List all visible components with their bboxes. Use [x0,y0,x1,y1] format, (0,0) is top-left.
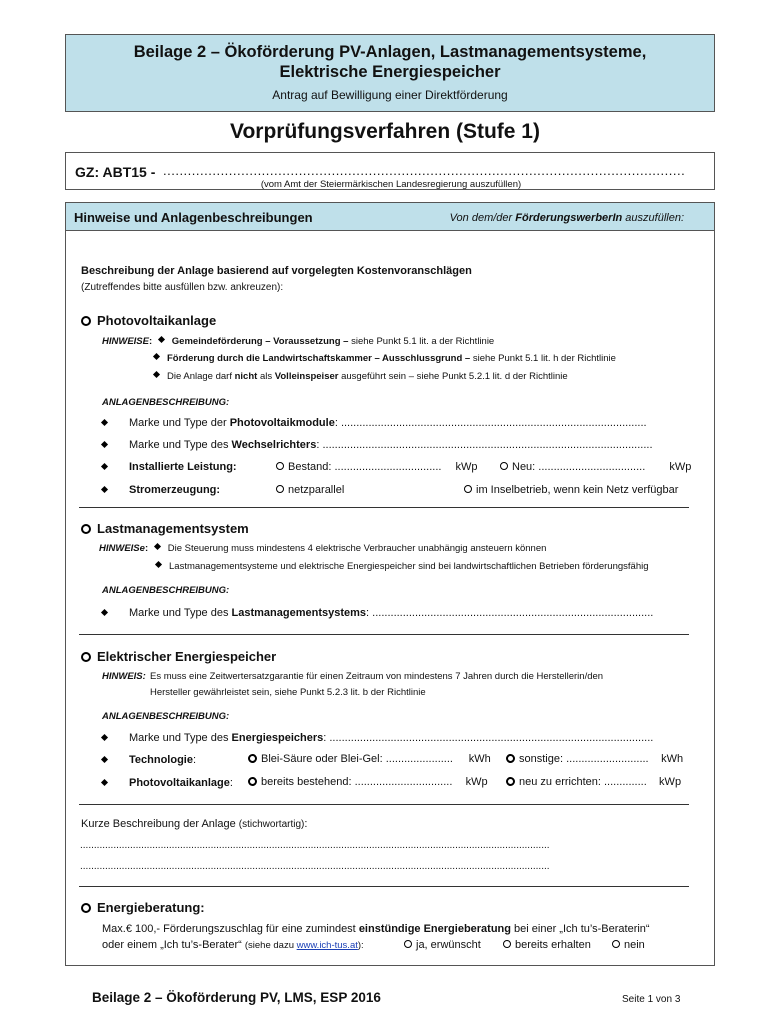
nein-radio-icon[interactable] [612,940,620,948]
section-bar [66,203,714,231]
pv-bestand-field[interactable]: ................................... [334,461,442,473]
esp-row1-b: Energiespeichers [231,732,324,744]
kurz-label-text: Kurze Beschreibung der Anlage [81,818,239,830]
esp-anlagen-label: ANLAGENBESCHREIBUNG: [102,711,230,722]
pv-row-wr [102,440,115,452]
pv-row1-c: : [334,417,341,429]
intro-sub: (Zutreffendes bitte ausfüllen bzw. ankreuzen): [81,282,284,293]
pv-bestand-unit: kWp [452,461,478,473]
pv-row-leistung [102,462,115,474]
pv-neu-option[interactable] [500,461,691,473]
insel-radio-icon[interactable] [464,485,472,493]
lms-h2: Lastmanagementsysteme und elektrische Energiespeicher sind bei landwirtschaftlichen Betrieben förderungsfähig [169,561,649,572]
lms-hinweise-label: HINWEISe [99,543,145,554]
lms-anlagen-label: ANLAGENBESCHREIBUNG: [102,585,230,596]
gz-field[interactable]: ............................................................................................................................... [163,163,686,178]
esp-opt2-label: sonstige: [519,753,567,765]
energie-line1 [102,923,650,935]
lms-row1-a: Marke und Type des [129,607,232,619]
pv-neu-label: Neu: [512,461,539,473]
pv-row1-a: Marke und Type der [129,417,230,429]
lms-checkbox-icon[interactable] [81,524,91,534]
header-box [65,34,715,112]
energie-line2 [102,939,364,951]
lms-heading-label: Lastmanagementsystem [97,521,249,536]
section-right-bold: FörderungswerberIn [515,212,623,224]
content-box [65,202,715,966]
kurz-label [81,818,307,830]
energie-line2-small: (siehe dazu [244,940,297,951]
energie-nein-option[interactable] [612,939,645,951]
pv-row4-label: Stromerzeugung: [129,484,221,496]
pv-module-field[interactable]: .................................................................................................... [340,417,647,429]
bestand-radio-icon[interactable] [276,462,284,470]
footer-page-number: Seite 1 von 3 [622,994,681,1005]
esp-row1-text [129,732,674,744]
esp-opt1-field[interactable]: ...................... [385,753,453,765]
kurz-line-1[interactable]: ......................................................................................................................................................................... [80,840,550,851]
section-right-suffix: auszufüllen: [622,212,684,224]
esp-heading-label: Elektrischer Energiespeicher [97,649,277,664]
bullet-icon [153,353,160,360]
energie-checkbox-icon[interactable] [81,903,91,913]
pv-neu-unit: kWp [666,461,692,473]
bullet-icon [101,463,108,470]
bullet-icon [101,419,108,426]
section-title: Hinweise und Anlagenbeschreibungen [74,210,313,225]
esp-row1 [102,733,115,745]
erhalten-radio-icon[interactable] [503,940,511,948]
pv-row3-label: Installierte Leistung: [129,461,237,473]
energie-opt2: bereits erhalten [515,939,591,951]
esp-row2-label [129,754,196,766]
energie-heading[interactable] [81,900,205,915]
esp-sonstige-option[interactable] [506,753,683,765]
esp-bestehend-label: bereits bestehend: [261,776,355,788]
pv-wr-field[interactable]: ............................................................................................................ [322,439,653,451]
header-subtitle: Antrag auf Bewilligung einer Direktförderung [272,88,508,102]
pv-hinweis-3 [154,371,568,382]
energie-ja-option[interactable] [404,939,481,951]
pv-netzparallel-label: netzparallel [288,484,345,496]
divider [79,507,689,508]
main-title: Vorprüfungsverfahren (Stufe 1) [230,120,540,143]
lms-row [102,608,115,620]
lms-row1-b: Lastmanagementsystems [231,607,367,619]
header-title [66,42,714,82]
esp-bestehend-option[interactable] [248,776,488,788]
pv-row2-a: Marke und Type des [129,439,232,451]
divider [79,804,689,805]
bleisaeure-radio-icon[interactable] [248,754,257,763]
pv-row1-b: Photovoltaikmodule [229,417,335,429]
esp-row1-a: Marke und Type des [129,732,232,744]
energie-line1-b: einstündige Energieberatung [358,923,511,935]
esp-technologie-label: Technologie [129,754,193,766]
bullet-icon [153,371,160,378]
gz-label: GZ: ABT15 - [75,164,156,180]
pv-h1-rest: siehe Punkt 5.1 lit. a der Richtlinie [348,336,495,347]
neu-errichten-radio-icon[interactable] [506,777,515,786]
esp-row2 [102,755,115,767]
divider [79,886,689,887]
pv-anlagen-label: ANLAGENBESCHREIBUNG: [102,397,230,408]
sonstige-radio-icon[interactable] [506,754,515,763]
pv-h2-bold: Förderung durch die Landwirtschaftskammer – Ausschlussgrund – [167,353,471,364]
pv-bestand-label: Bestand: [288,461,335,473]
esp-row3-label [129,777,233,789]
esp-technologie-colon: : [192,754,197,766]
esp-bleisaeure-option[interactable] [248,753,491,765]
pv-row-module [102,418,115,430]
pv-row-strom [102,485,115,497]
lms-hinweise-colon: : [144,543,149,554]
bullet-icon [101,609,108,616]
esp-bestehend-field[interactable]: ................................ [354,776,453,788]
bullet-icon [101,441,108,448]
bullet-icon [101,486,108,493]
esp-opt1-unit: kWh [465,753,491,765]
esp-bestehend-unit: kWp [462,776,488,788]
netzparallel-radio-icon[interactable] [276,485,284,493]
pv-h1-bold: Gemeindeförderung – Voraussetzung – [171,336,349,347]
intro-heading: Beschreibung der Anlage basierend auf vorgelegten Kostenvoranschlägen [81,265,472,277]
pv-insel-label: im Inselbetrieb, wenn kein Netz verfügbar [476,484,679,496]
esp-neu-label: neu zu errichten: [519,776,604,788]
esp-pv-label: Photovoltaikanlage [129,777,230,789]
esp-checkbox-icon[interactable] [81,652,91,662]
lms-hinweis-2 [156,561,649,572]
bullet-icon [158,336,165,343]
bullet-icon [101,779,108,786]
esp-neu-option[interactable] [506,776,681,788]
ich-tus-link[interactable]: www.ich-tus.at [296,940,358,951]
energie-line2-a: oder einem „Ich tu’s-Berater“ [102,939,245,951]
energie-line2-small-end: ): [357,940,364,951]
bestehend-radio-icon[interactable] [248,777,257,786]
esp-heading[interactable] [81,649,276,664]
energie-opt3: nein [624,939,645,951]
esp-speicher-field[interactable]: .......................................................................................................... [329,732,654,744]
pv-hinweise-colon: : [148,336,153,347]
pv-bestand-option[interactable] [276,461,478,473]
kurz-label-small: (stichwortartig) [238,819,305,830]
esp-hinweis-line2: Hersteller gewährleistet sein, siehe Punkt 5.2.3 lit. b der Richtlinie [150,687,426,698]
pv-hinweis-1 [102,336,494,347]
pv-hinweis-2 [154,353,616,364]
energie-line1-c: bei einer „Ich tu’s-Beraterin“ [511,923,650,935]
esp-opt1-label: Blei-Säure oder Blei-Gel: [261,753,386,765]
esp-hinweis-label: HINWEIS: [102,671,146,682]
footer-left: Beilage 2 – Ökoförderung PV, LMS, ESP 2016 [92,990,381,1005]
section-right-note [450,212,684,224]
pv-heading[interactable] [81,313,216,328]
esp-opt2-field[interactable]: ........................... [566,753,649,765]
pv-row-wr-text [129,439,672,451]
header-title-line2: Elektrische Energiespeicher [279,63,501,81]
lms-hinweis-1 [99,543,546,554]
lms-row-text [129,607,672,619]
kurz-label-colon: : [304,818,308,830]
pv-h3-c: als [257,371,275,382]
ja-radio-icon[interactable] [404,940,412,948]
pv-h3-d: Volleinspeiser [274,371,339,382]
pv-heading-label: Photovoltaikanlage [97,313,217,328]
divider [79,634,689,635]
esp-pv-colon: : [229,777,233,789]
esp-row3 [102,778,115,790]
pv-row2-c: : [316,439,323,451]
pv-insel-option[interactable] [464,484,678,496]
pv-row-module-text [129,417,671,429]
pv-neu-field[interactable]: ................................... [538,461,646,473]
pv-netzparallel-option[interactable] [276,484,344,496]
header-title-line1: Beilage 2 – Ökoförderung PV-Anlagen, Lastmanagementsysteme, [133,43,647,61]
kurz-line-2[interactable]: ......................................................................................................................................................................... [80,861,550,872]
pv-h3-b: nicht [234,371,258,382]
gz-box [65,152,715,190]
lms-row1-c: : [366,607,373,619]
bullet-icon [101,756,108,763]
bullet-icon [154,543,161,550]
gz-note: (vom Amt der Steiermärkischen Landesregierung auszufüllen) [260,179,522,190]
lms-h1: Die Steuerung muss mindestens 4 elektrische Verbraucher unabhängig ansteuern können [167,543,547,554]
esp-hinweis-line1: Es muss eine Zeitwertersatzgarantie für einen Zeitraum von mindestens 7 Jahren durch die Herstellerin/den [150,671,604,682]
bullet-icon [101,734,108,741]
lms-field[interactable]: ............................................................................................ [372,607,654,619]
energie-erhalten-option[interactable] [503,939,591,951]
esp-neu-field[interactable]: .............. [604,776,647,788]
pv-h3-e: ausgeführt sein – siehe Punkt 5.2.1 lit. d der Richtlinie [338,371,568,382]
lms-heading[interactable] [81,521,249,536]
bullet-icon [155,561,162,568]
neu-radio-icon[interactable] [500,462,508,470]
esp-row1-c: : [323,732,330,744]
esp-opt2-unit: kWh [658,753,684,765]
section-right-prefix: Von dem/der [449,212,516,224]
energie-opt1: ja, erwünscht [416,939,481,951]
pv-h2-rest: siehe Punkt 5.1 lit. h der Richtlinie [470,353,616,364]
energie-line1-a: Max.€ 100,- Förderungszuschlag für eine zumindest [102,923,359,935]
pv-h3-a: Die Anlage darf [167,371,235,382]
esp-neu-unit: kWp [656,776,682,788]
energie-heading-label: Energieberatung: [97,900,205,915]
pv-checkbox-icon[interactable] [81,316,91,326]
pv-row2-b: Wechselrichters [231,439,317,451]
pv-hinweise-label: HINWEISE [102,336,149,347]
